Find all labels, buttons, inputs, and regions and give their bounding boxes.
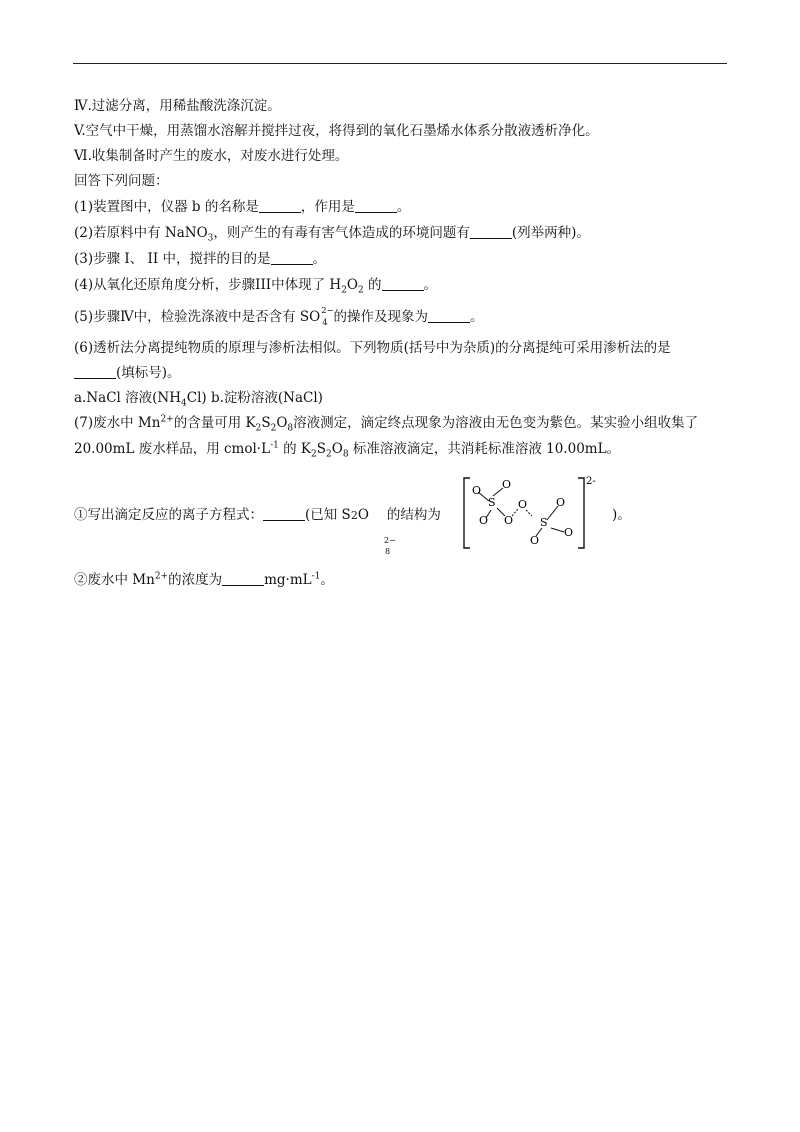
atom-o: O [479,514,489,527]
question-3: (3)步骤 I、 II 中，搅拌的目的是 。 [74,251,326,267]
question-7: (7)废水中 $Mn^{2+}$的含量可用 $K_2S_2O_8$溶液测定，滴定终点现象为溶液由无色变为紫色。某实验小组收集了 [74,414,699,434]
sub-question-2: ②废水中 $Mn^{2+}$的浓度为 $mg\cdot mL^{-1}$。 [74,571,334,588]
answer-blank[interactable] [470,224,512,239]
question-2: (2)若原料中有 NaNO$_3$，则产生的有毒有害气体造成的环境问题有 (列举两种)。 [74,225,590,244]
answer-blank[interactable] [222,571,264,586]
atom-o: O [556,496,566,509]
answer-blank[interactable] [259,198,301,213]
left-bracket [464,478,470,548]
sub-question-1-end: )。 [612,507,631,523]
question-5: (5)步骤Ⅳ中，检验洗涤液中是否含有 SO 2− 4 的操作及现象为 。 [74,306,484,328]
question-7-cont: 20.00mL 废水样品，用 $cmol\cdot L^{-1}$ 的 $K_2S_2O_8$ 标准溶液滴定，共消耗标准溶液 10.00mL。 [74,440,621,460]
bond [551,528,564,532]
answer-blank[interactable] [263,506,305,521]
question-6-options: a.NaCl 溶液$(NH_4Cl)$ b.淀粉溶液(NaCl) [74,390,323,409]
question-6-cont: (填标号)。 [74,363,181,383]
atom-o: O [502,478,512,491]
right-bracket [578,478,584,548]
question-1: (1)装置图中，仪器 b 的名称是 ，作用是 。 [74,199,411,215]
persulfate-charge: 2− [384,536,396,545]
question-6: (6)透析法分离提纯物质的原理与渗析法相似。下列物质(括号中为杂质)的分离提纯可采用渗析法的是 [74,340,671,356]
step-5-text: V.空气中干燥，用蒸馏水溶解并搅拌过夜，将得到的氧化石墨烯水体系分散液透析净化。 [74,123,599,139]
question-4: (4)从氧化还原角度分析，步骤III中体现了 $H_2O_2$ 的 。 [74,277,438,296]
answer-blank[interactable] [382,276,424,291]
sulfate-charge-stack: 2− 4 [321,306,334,328]
persulfate-structure [460,476,610,552]
atom-o: O [504,514,514,527]
header-rule [73,63,727,64]
answer-blank[interactable] [355,198,397,213]
ion-charge: 2- [586,476,596,487]
atom-s: S [540,516,548,529]
persulfate-subscript: 8 [385,547,391,556]
answer-blank[interactable] [271,250,313,265]
sub-question-1: ①写出滴定反应的离子方程式： (已知 S2O 的结构为 [74,507,441,523]
answer-blank[interactable] [428,308,470,323]
atom-o: O [530,534,540,547]
atom-o: O [472,484,482,497]
answer-prompt: 回答下列问题： [74,173,169,189]
atom-o: O [564,526,574,539]
step-6-text: Ⅵ.收集制备时产生的废水，对废水进行处理。 [74,148,349,164]
atom-s: S [488,496,496,509]
atom-o: O [518,498,528,511]
answer-blank[interactable] [74,364,116,379]
step-4-text: Ⅳ.过滤分离，用稀盐酸洗涤沉淀。 [74,98,281,114]
